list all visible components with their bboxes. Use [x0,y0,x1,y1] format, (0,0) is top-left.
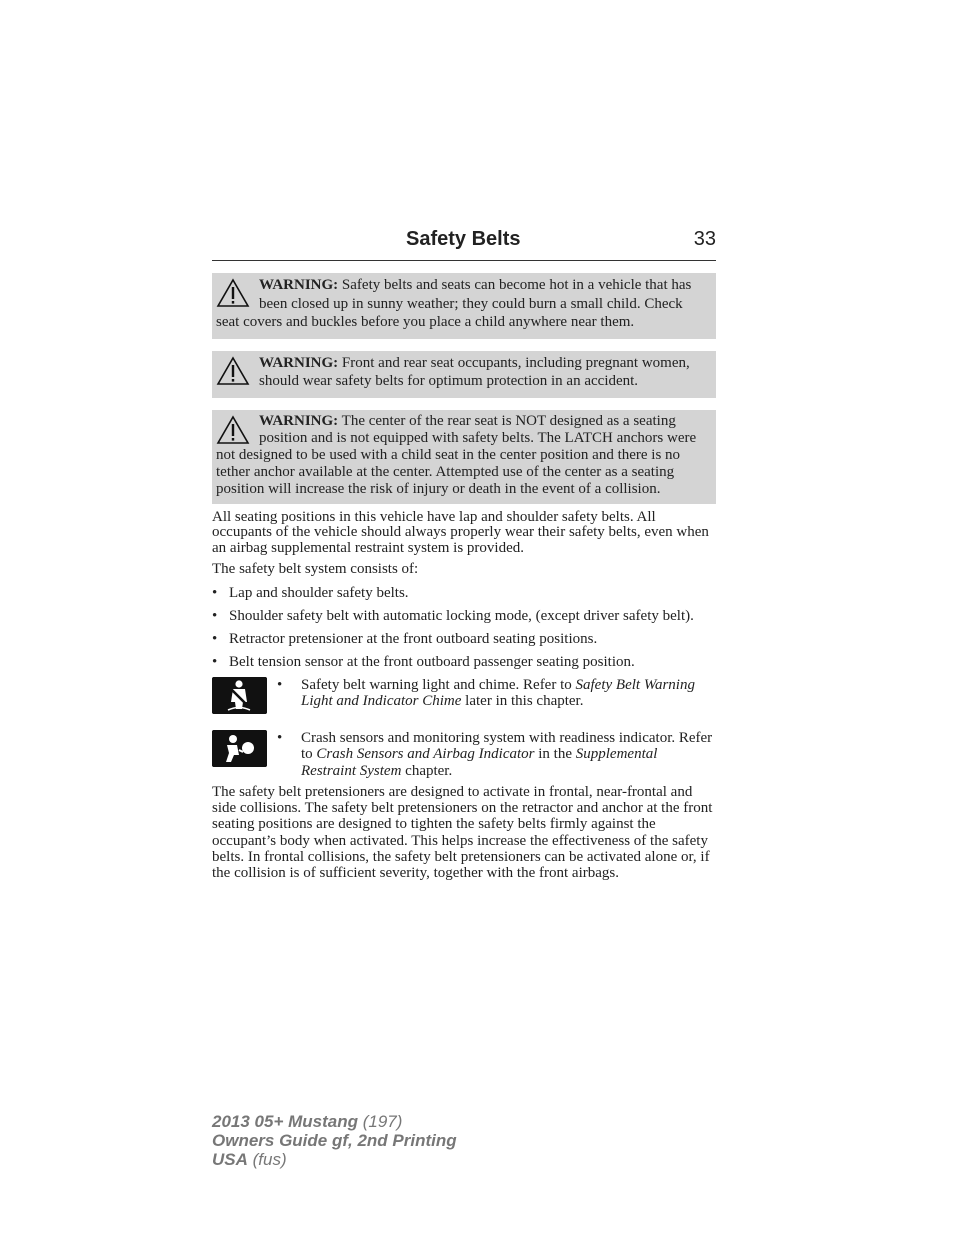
airbag-indicator-text: • Crash sensors and monitoring system with readiness indicator. Refer to Crash Sensors and Airbag Indicator in the Supplemental Restraint System chapter. [277,729,713,779]
warning-label: WARNING: [259,412,339,429]
footer-line: USA (fus) [212,1150,287,1169]
system-list [212,585,716,670]
document-footer [212,1112,457,1169]
seatbelt-warning-text: • Safety belt warning light and chime. Refer to Safety Belt Warning Light and Indicator Chime later in this chapter. [277,676,695,709]
warning-box [212,273,716,339]
warning-triangle-icon [216,356,250,386]
airbag-indicator-item [212,730,716,780]
list-item: • Retractor pretensioner at the front outboard seating positions. [212,630,598,647]
footer-line: Owners Guide gf, 2nd Printing [212,1131,457,1150]
bullet-marker: • [212,607,218,624]
seatbelt-warning-item [212,677,716,714]
pretensioner-paragraph: The safety belt pretensioners are designed to activate in frontal, near-frontal and side collisions. The safety belt pretensioners on the retractor and anchor at the front seating positions are designed to tighten the safety belts firmly against the occupant’s body when activated. This helps increase the effectiveness of the safety belts. In frontal collisions, the safety belt pretensioners can be activated alone or, if the collision is of sufficient severity, together with the front airbags. [212,784,713,882]
warning-text: Front and rear seat occupants, including pregnant women, should wear safety belts for optimum protection in an accident. [259,354,690,389]
list-item: • Shoulder safety belt with automatic locking mode, (except driver safety belt). [212,607,694,624]
footer-line: 2013 05+ Mustang (197) [212,1112,403,1131]
cross-reference: Supplemental Restraint System [301,746,658,779]
system-lead: The safety belt system consists of: [212,561,419,577]
page-title: Safety Belts [406,228,521,250]
intro-paragraph: All seating positions in this vehicle have lap and shoulder safety belts. All occupants of the vehicle should always properly wear their safety belts, even when an airbag supplemental restraint system is provided. [212,508,709,556]
bullet-marker: • [277,676,283,693]
manual-page [212,228,716,881]
cross-reference: Crash Sensors and Airbag Indicator [316,746,535,762]
page-number: 33 [693,228,716,250]
bullet-marker: • [212,653,218,670]
warning-triangle-icon [216,415,250,445]
warning-triangle-icon [216,278,250,308]
page-header [212,228,716,261]
seatbelt-warning-icon [212,677,267,714]
warning-box [212,351,716,398]
airbag-indicator-icon [212,730,267,767]
list-item: • Lap and shoulder safety belts. [212,584,409,601]
bullet-marker: • [277,729,283,746]
bullet-marker: • [212,584,218,601]
warning-label: WARNING: [259,354,339,371]
cross-reference: Safety Belt Warning Light and Indicator Chime [301,676,695,709]
warning-text: Safety belts and seats can become hot in a vehicle that has been closed up in sunny weather; they could burn a small child. Check seat covers and buckles before you place a child anywhere near them. [216,277,692,330]
bullet-marker: • [212,630,218,647]
warning-text: The center of the rear seat is NOT designed as a seating position and is not equipped with safety belts. The LATCH anchors were not designed to be used with a child seat in the center position and there is no tether anchor available at the center. Attempted use of the center as a seating position will increase the risk of injury or death in the event of a collision. [216,412,697,497]
list-item: • Belt tension sensor at the front outboard passenger seating position. [212,653,635,670]
warning-label: WARNING: [259,277,339,293]
warning-box [212,410,716,504]
